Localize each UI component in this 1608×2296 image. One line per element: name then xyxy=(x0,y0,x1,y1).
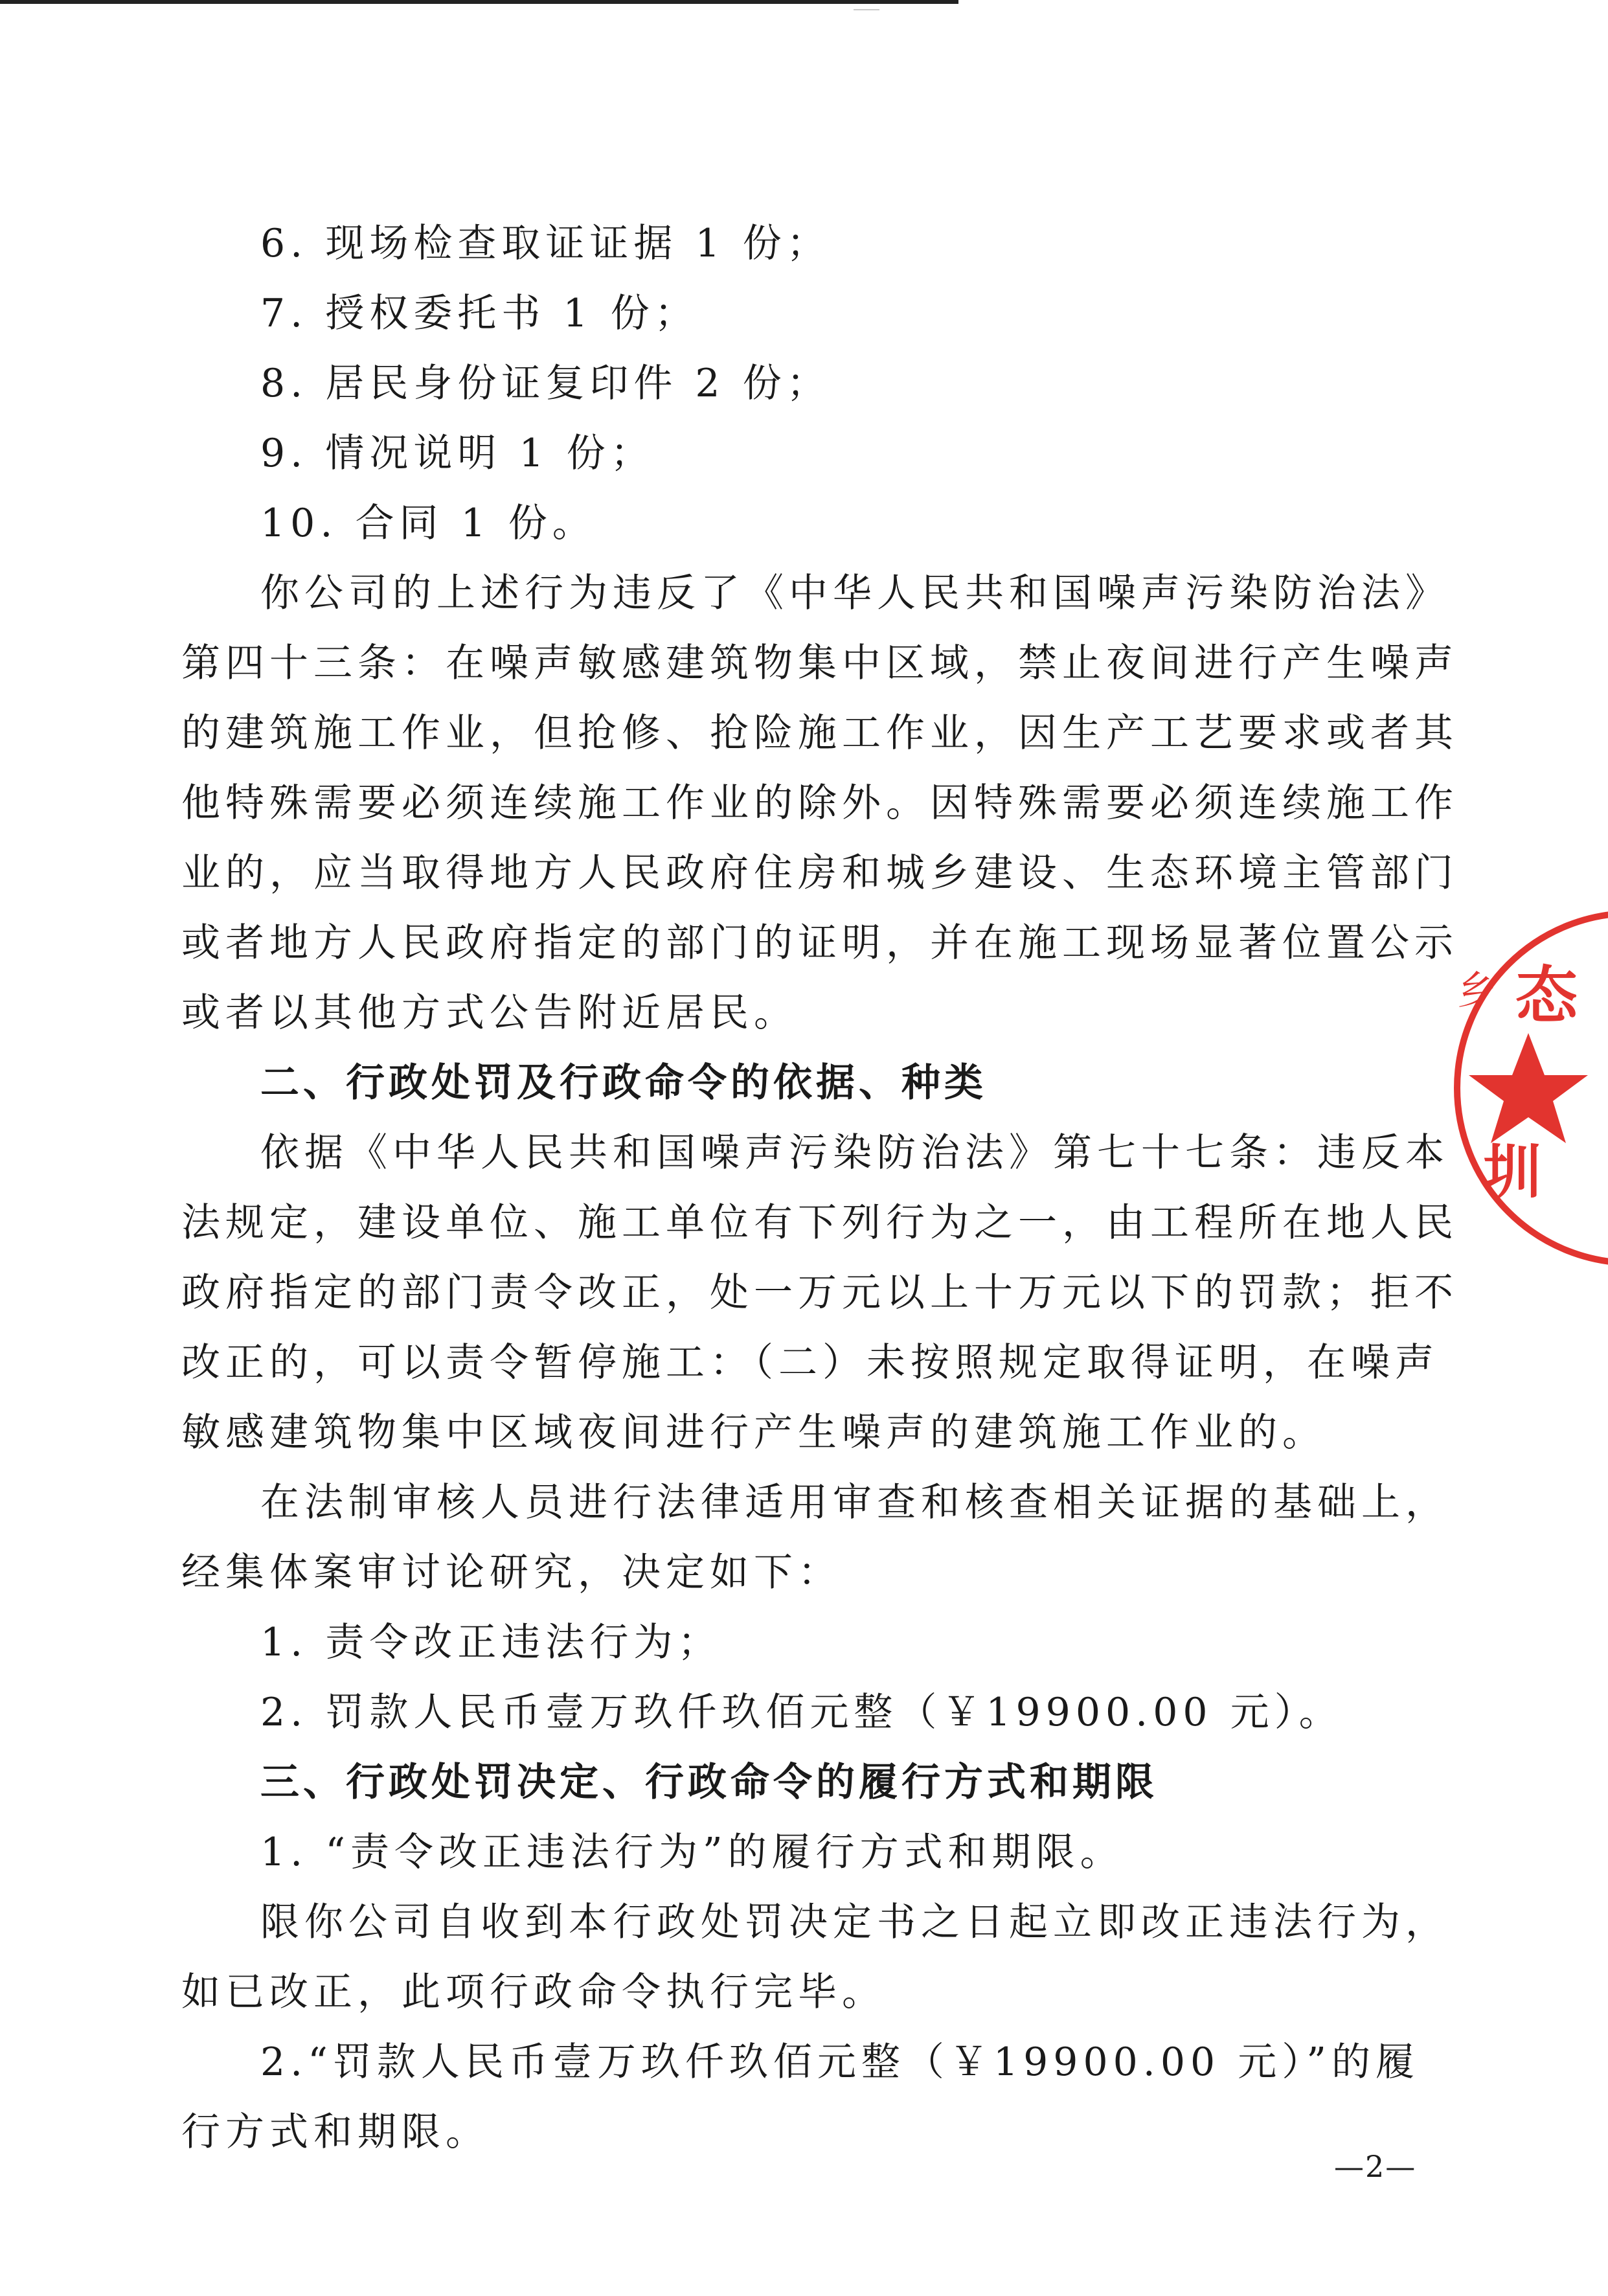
text-line: 经集体案审讨论研究，决定如下： xyxy=(181,1550,842,1595)
section-heading: 三、行政处罚决定、行政命令的履行方式和期限 xyxy=(260,1760,1158,1805)
text-line: 你公司的上述行为违反了《中华人民共和国噪声污染防治法》 xyxy=(260,571,1449,616)
seal-char-3: 圳 xyxy=(1483,1138,1541,1206)
text-line: 限你公司自收到本行政处罚决定书之日起立即改正违法行为， xyxy=(260,1900,1449,1945)
text-line: 依据《中华人民共和国噪声污染防治法》第七十七条：违反本 xyxy=(260,1130,1449,1176)
text-line: 他特殊需要必须连续施工作业的除外。因特殊需要必须连续施工作 xyxy=(181,780,1458,826)
top-border-line xyxy=(0,0,958,4)
text-line: 或者以其他方式公告附近居民。 xyxy=(181,990,798,1036)
text-line: 9. 情况说明 1 份； xyxy=(260,431,655,476)
text-line: 2. 罚款人民币壹万玖仟玖佰元整（￥19900.00 元）。 xyxy=(260,1690,1343,1735)
text-line: 业的，应当取得地方人民政府住房和城乡建设、生态环境主管部门 xyxy=(181,850,1458,896)
text-line: 10. 合同 1 份。 xyxy=(260,501,596,546)
official-seal-stamp xyxy=(1444,907,1608,1269)
text-line: 行方式和期限。 xyxy=(181,2109,490,2155)
text-line: 如已改正，此项行政命令执行完毕。 xyxy=(181,1970,886,2015)
seal-char-1: 态 xyxy=(1515,959,1578,1032)
seal-star-icon xyxy=(1469,1033,1588,1143)
page-number: —2— xyxy=(1334,2149,1417,2184)
text-line: 7. 授权委托书 1 份； xyxy=(260,291,699,336)
section-heading: 二、行政处罚及行政命令的依据、种类 xyxy=(260,1060,987,1106)
text-line: 敏感建筑物集中区域夜间进行产生噪声的建筑施工作业的。 xyxy=(181,1410,1326,1455)
text-line: 第四十三条：在噪声敏感建筑物集中区域，禁止夜间进行产生噪声 xyxy=(181,641,1458,686)
text-line: 2.“罚款人民币壹万玖仟玖佰元整（￥19900.00 元）”的履 xyxy=(260,2040,1420,2085)
text-line: 在法制审核人员进行法律适用审查和核查相关证据的基础上， xyxy=(260,1480,1449,1525)
text-line: 或者地方人民政府指定的部门的证明，并在施工现场显著位置公示 xyxy=(181,920,1458,966)
text-line: 1. “责令改正违法行为”的履行方式和期限。 xyxy=(260,1830,1124,1875)
text-line: 8. 居民身份证复印件 2 份； xyxy=(260,361,831,406)
text-line: 政府指定的部门责令改正，处一万元以上十万元以下的罚款；拒不 xyxy=(181,1270,1458,1315)
scan-artifact xyxy=(854,9,879,10)
text-line: 6. 现场检查取证证据 1 份； xyxy=(260,221,831,266)
document-body xyxy=(181,209,1458,2167)
seal-char-2: 乡 xyxy=(1457,968,1496,1014)
text-line: 的建筑施工作业，但抢修、抢险施工作业，因生产工艺要求或者其 xyxy=(181,710,1458,756)
text-line: 1. 责令改正违法行为； xyxy=(260,1620,722,1665)
text-line: 改正的，可以责令暂停施工：（二）未按照规定取得证明，在噪声 xyxy=(181,1340,1439,1385)
text-line: 法规定，建设单位、施工单位有下列行为之一，由工程所在地人民 xyxy=(181,1200,1458,1245)
